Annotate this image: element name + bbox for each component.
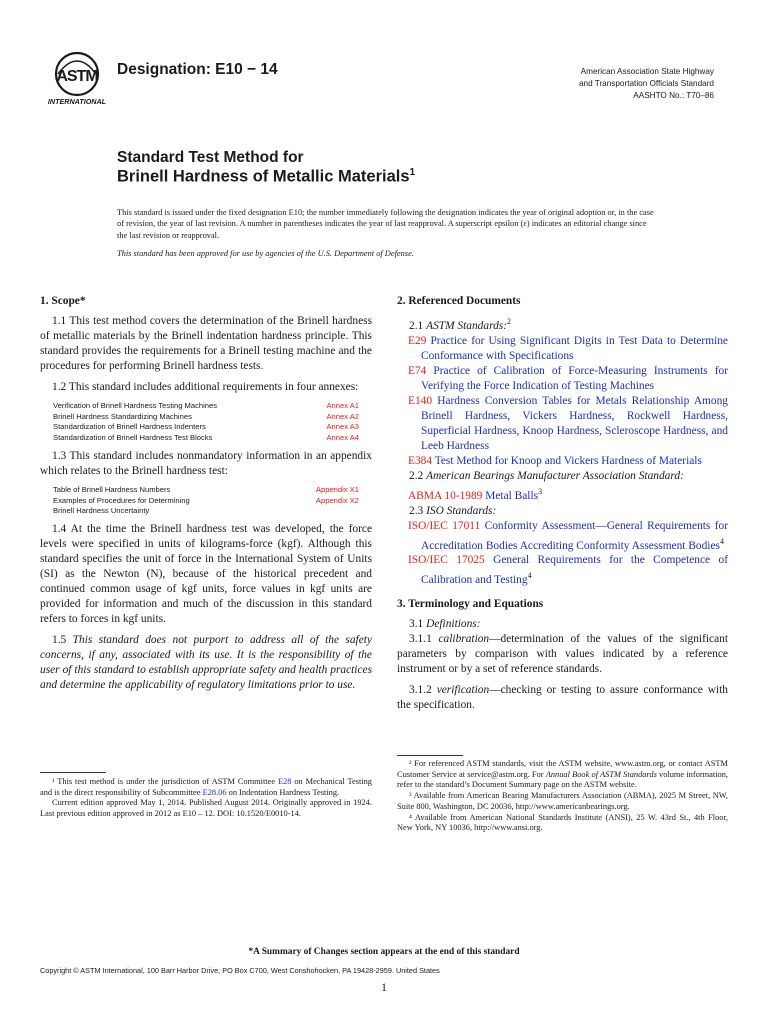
- footnote-marker: 4: [527, 571, 532, 581]
- ref-code-link[interactable]: E74: [408, 364, 427, 377]
- iso-label: ISO Standards:: [426, 504, 497, 517]
- page-title: [117, 167, 415, 187]
- para-3-1-2: [397, 683, 728, 713]
- footnote-left: [40, 777, 372, 820]
- ref-item: [397, 364, 728, 394]
- calibration-definition: —determination of the values of the significant parameters by comparison with values indicated by a reference instrument or by a set of reference standards.: [397, 633, 728, 676]
- table-row: [53, 401, 359, 412]
- section-refdocs-heading: 2. Referenced Documents: [397, 295, 521, 307]
- appendix-link[interactable]: Appendix X2: [315, 495, 359, 505]
- footnote-2-italic: Annual Book of ASTM Standards: [545, 769, 657, 779]
- annex-label: Brinell Hardness Standardizing Machines: [53, 411, 192, 421]
- para-3-1-1: [397, 632, 728, 677]
- para-2-1-number: 2.1: [409, 319, 424, 332]
- para-2-3: [397, 504, 728, 519]
- appendix-label: Table of Brinell Hardness Numbers: [53, 484, 171, 494]
- para-2-3-number: 2.3: [409, 504, 424, 517]
- para-2-2-number: 2.2: [409, 469, 424, 482]
- annex-table: [53, 401, 359, 444]
- ref-title-link[interactable]: Hardness Conversion Tables for Metals Relationship Among Brinell Hardness, Vickers Hardness, Rockwell Hardness, Superficial Hardness, Knoop Hardness, Scleroscope Hardness, and Leeb Hardness: [421, 394, 728, 452]
- term-calibration: calibration: [438, 633, 490, 646]
- para-1-2: 1.2 This standard includes additional requirements in four annexes:: [52, 381, 359, 393]
- para-2-2: [397, 469, 728, 484]
- aashto-note: [579, 66, 714, 102]
- ref-item: [397, 394, 728, 454]
- committee-link[interactable]: E28: [277, 777, 292, 786]
- section-scope-heading: 1. Scope*: [40, 295, 86, 307]
- appendix-label: Brinell Hardness Uncertainty: [53, 506, 150, 516]
- title-line-2: Brinell Hardness of Metallic Materials: [117, 167, 410, 186]
- astm-logo: [44, 50, 110, 106]
- summary-note: *A Summary of Changes section appears at the end of this standard: [248, 947, 520, 957]
- footnote-divider: [40, 772, 106, 773]
- annex-link[interactable]: Annex A1: [326, 401, 359, 410]
- para-2-1: [397, 314, 728, 334]
- ref-code-link[interactable]: E29: [408, 334, 427, 347]
- footnote-2: [397, 759, 728, 791]
- table-row: [53, 433, 359, 444]
- ref-title-link[interactable]: General Requirements for the Competence of Calibration and Testing: [421, 554, 728, 587]
- para-1-1: 1.1 This test method covers the determination of the Brinell hardness of metallic materials by the Brinell indentation hardness principle. This standard provides the requirements for a Brinell testing machine and the procedures for performing Brinell hardness tests.: [40, 315, 372, 372]
- annex-label: Standardization of Brinell Hardness Test Blocks: [53, 433, 213, 443]
- footnote-divider: [397, 755, 463, 756]
- aashto-line-1: American Association State Highway: [580, 67, 714, 76]
- logo-text: ASTM: [56, 68, 98, 85]
- annex-link[interactable]: Annex A3: [326, 422, 359, 432]
- para-1-5-text: This standard does not purport to address all of the safety concerns, if any, associated with its use. It is the responsibility of the user of this standard to establish appropriate safety and health practices and determine the applicability of regulatory limitations prior to use.: [40, 633, 372, 691]
- footnote-marker: 3: [538, 486, 543, 496]
- left-column: [40, 294, 372, 693]
- issue-note: This standard is issued under the fixed designation E10; the number immediately following the designation indicates the year of original adoption or, in the case of revision, the year of last revision. A number in parentheses indicates the year of last reapproval. A superscript epsilon (ε) indicates an editorial change since the last revision or reapproval.: [117, 208, 654, 240]
- footnote-1-text-a: ¹ This test method is under the jurisdiction of ASTM Committee: [52, 777, 278, 786]
- term-verification: verification: [436, 684, 490, 697]
- footnote-1-text-c: on Indentation Hardness Testing.: [226, 787, 340, 797]
- subcommittee-link[interactable]: E28.06: [202, 787, 227, 797]
- ref-code-link[interactable]: E140: [408, 394, 433, 407]
- definitions-label: Definitions:: [426, 618, 481, 631]
- ref-code-link[interactable]: ISO/IEC 17011: [408, 519, 481, 532]
- table-row: [53, 412, 359, 423]
- logo-subtext: INTERNATIONAL: [47, 97, 107, 106]
- abma-label: American Bearings Manufacturer Association Standard:: [426, 469, 684, 482]
- footnote-marker: 2: [507, 317, 512, 326]
- ref-item: [397, 553, 728, 588]
- appendix-table: [53, 485, 359, 517]
- appendix-ref: [286, 506, 359, 517]
- ref-title-link[interactable]: Practice for Using Significant Digits in Test Data to Determine Conformance with Specifications: [421, 334, 728, 362]
- designation: Designation: E10 − 14: [117, 61, 278, 78]
- section-terminology-heading: 3. Terminology and Equations: [397, 598, 544, 611]
- appendix-link[interactable]: Appendix X1: [315, 484, 359, 494]
- annex-link[interactable]: Annex A4: [326, 433, 359, 443]
- aashto-line-2: and Transportation Officials Standard: [578, 79, 714, 88]
- table-row: [53, 506, 359, 517]
- ref-item: [397, 334, 728, 364]
- footnote-2-text-a: ² For referenced ASTM standards, visit the ASTM website, www.astm.org, or contact ASTM Customer Service at service@astm.org. For: [397, 759, 728, 779]
- ref-item: [397, 454, 728, 469]
- ref-title-link[interactable]: Conformity Assessment—General Requirements for Accreditation Bodies Accrediting Conformity Assessment Bodies: [421, 519, 728, 552]
- footnote-2-text-b: volume information, refer to the standard’s Document Summary page on the ASTM website.: [397, 769, 728, 790]
- ref-title-link[interactable]: Practice of Calibration of Force-Measuring Instruments for Verifying the Force Indication of Testing Machines: [421, 364, 728, 392]
- verification-definition: —checking or testing to assure conformance with the specification.: [397, 684, 728, 712]
- approved-note: This standard has been approved for use by agencies of the U.S. Department of Defense.: [117, 249, 414, 258]
- aashto-line-3: AASHTO No.: T70–86: [633, 91, 714, 100]
- ref-title-link[interactable]: Metal Balls: [485, 489, 539, 502]
- table-row: [53, 422, 359, 433]
- para-1-5-number: 1.5: [52, 633, 67, 646]
- para-3-1-1-number: 3.1.1: [409, 633, 432, 646]
- ref-title-link[interactable]: Test Method for Knoop and Vickers Hardness of Materials: [434, 454, 702, 467]
- ref-code-link[interactable]: ABMA 10-1989: [408, 489, 483, 502]
- footnote-3: ³ Available from American Bearing Manufacturers Association (ABMA), 2025 M Street, NW, Suite 800, Washington, DC 20036, http://www.americanbearings.org.: [397, 791, 728, 811]
- footnote-1-text-b: on Mechanical Testing and is the direct responsibility of Subcommittee: [40, 777, 372, 797]
- title-line-1: Standard Test Method for: [117, 149, 304, 166]
- ref-code-link[interactable]: ISO/IEC 17025: [408, 554, 485, 567]
- right-column: [397, 294, 728, 713]
- page-number: 1: [381, 982, 387, 994]
- astm-standards-label: ASTM Standards:: [426, 319, 508, 332]
- ref-code-link[interactable]: E384: [408, 454, 433, 467]
- annex-link[interactable]: Annex A2: [326, 411, 359, 421]
- para-3-1-number: 3.1: [409, 618, 424, 631]
- table-row: [53, 485, 359, 496]
- title-footnote-marker: 1: [409, 167, 416, 178]
- table-row: [53, 496, 359, 507]
- annex-label: Standardization of Brinell Hardness Indenters: [53, 422, 206, 432]
- footnote-1: [40, 777, 372, 798]
- footnote-right: [397, 759, 728, 834]
- para-3-1-2-number: 3.1.2: [409, 684, 432, 697]
- para-3-1: [397, 617, 728, 632]
- copyright: Copyright © ASTM International, 100 Barr Harbor Drive, PO Box C700, West Conshohocken, PA 19428-2959. United States: [40, 966, 440, 975]
- ref-item: [397, 519, 728, 554]
- edition-note: Current edition approved May 1, 2014. Published August 2014. Originally approved in 1924. Last previous edition approved in 2012 as E10 – 12. DOI: 10.1520/E0010-14.: [40, 798, 372, 819]
- ref-item: [397, 484, 728, 504]
- appendix-label: Examples of Procedures for Determining: [53, 495, 190, 505]
- footnote-4: ⁴ Available from American National Standards Institute (ANSI), 25 W. 43rd St., 4th Floor, New York, NY 10036, http://www.ansi.org.: [397, 812, 728, 833]
- para-1-5: [40, 633, 372, 693]
- footnote-marker: 4: [719, 536, 724, 546]
- para-1-3: 1.3 This standard includes nonmandatory information in an appendix which relates to the Brinell hardness test:: [40, 449, 372, 477]
- para-1-4: 1.4 At the time the Brinell hardness test was developed, the force levels were specified in units of kilograms-force (kgf). Although this standard specifies the unit of force in the International System of Units (SI) as the Newton (N), because of the historical precedent and continued common usage of kgf units, force values in kgf units are provided for information and much of the discussion in this standard refers to forces in kgf units.: [40, 522, 372, 625]
- annex-label: Verification of Brinell Hardness Testing Machines: [53, 401, 218, 410]
